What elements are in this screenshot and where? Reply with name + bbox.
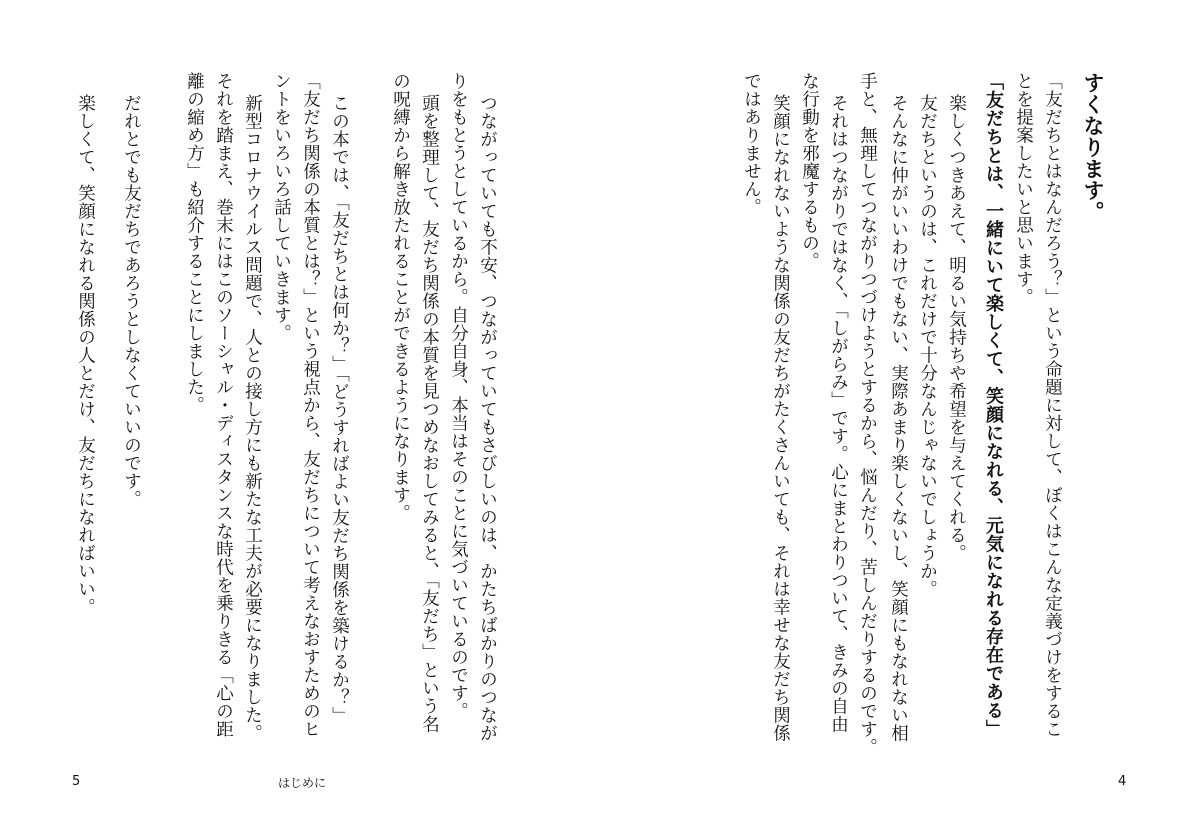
- text-column: 離の縮め方」も紹介することにしました。: [184, 72, 205, 414]
- text-column: それを踏まえ、巻末にはこのソーシャル・ディスタンスな時代を乗りきる「心の距: [213, 72, 234, 738]
- text-column: そんなに仲がいいわけでもない、実際あまり楽しくないし、笑顔にもなれない相: [888, 94, 909, 742]
- page-number: 4: [1118, 774, 1127, 789]
- right-page: [600, 0, 1200, 820]
- emphasis-column: 「友だちとは、一緒にいて楽しくて、笑顔になれる、元気になれる存在である」: [983, 72, 1004, 738]
- text-column: 「友だちとはなんだろう？」という命題に対して、ぼくはこんな定義づけをするこ: [1042, 72, 1063, 738]
- text-column: とを提案したいと思います。: [1013, 72, 1034, 306]
- text-column: の呪縛から解き放たれることができるようになります。: [390, 72, 411, 522]
- text-column: 手と、無理してつながりつづけようとするから、悩んだり、苦しんだりするのです。: [857, 72, 878, 756]
- text-column: 楽しくて、笑顔になれる関係の人とだけ、友だちになればいい。: [75, 94, 96, 616]
- text-column: 新型コロナウイルス問題で、人との接し方にも新たな工夫が必要になりました。: [242, 94, 263, 742]
- text-column: 笑顔になれないような関係の友だちがたくさんいても、それは幸せな友だち関係: [770, 94, 791, 742]
- text-column: だれとでも友だちであろうとしなくていいのです。: [121, 94, 142, 508]
- text-column: つながっていても不安、つながっていてもさびしいのは、かたちばかりのつなが: [477, 94, 498, 742]
- running-head: はじめに: [278, 776, 327, 790]
- text-column: この本では、「友だちとは何か？」「どうすればよい友だち関係を築けるか？」: [329, 94, 350, 725]
- text-column: それはつながりではなく、「しがらみ」です。心にまとわりついて、きみの自由: [828, 94, 849, 734]
- text-column: りをもとうとしているから。自分自身、本当はそのことに気づいているのです。: [448, 72, 469, 720]
- text-column: ントをいろいろ話していきます。: [271, 72, 292, 342]
- section-heading: すくなります。: [1081, 72, 1105, 223]
- text-column: ではありません。: [741, 72, 762, 216]
- text-column: 友だちというのは、これだけで十分なんじゃないでしょうか。: [917, 94, 938, 598]
- page-number: 5: [72, 774, 81, 789]
- text-column: 「友だち関係の本質とは？」という視点から、友だちについて考えなおすためのヒ: [300, 72, 321, 738]
- text-column: な行動を邪魔するもの。: [799, 72, 820, 270]
- text-column: 頭を整理して、友だち関係の本質を見つめなおしてみると、「友だち」という名: [419, 94, 440, 734]
- text-column: 楽しくつきあえて、明るい気持ちや希望を与えてくれる。: [946, 94, 967, 562]
